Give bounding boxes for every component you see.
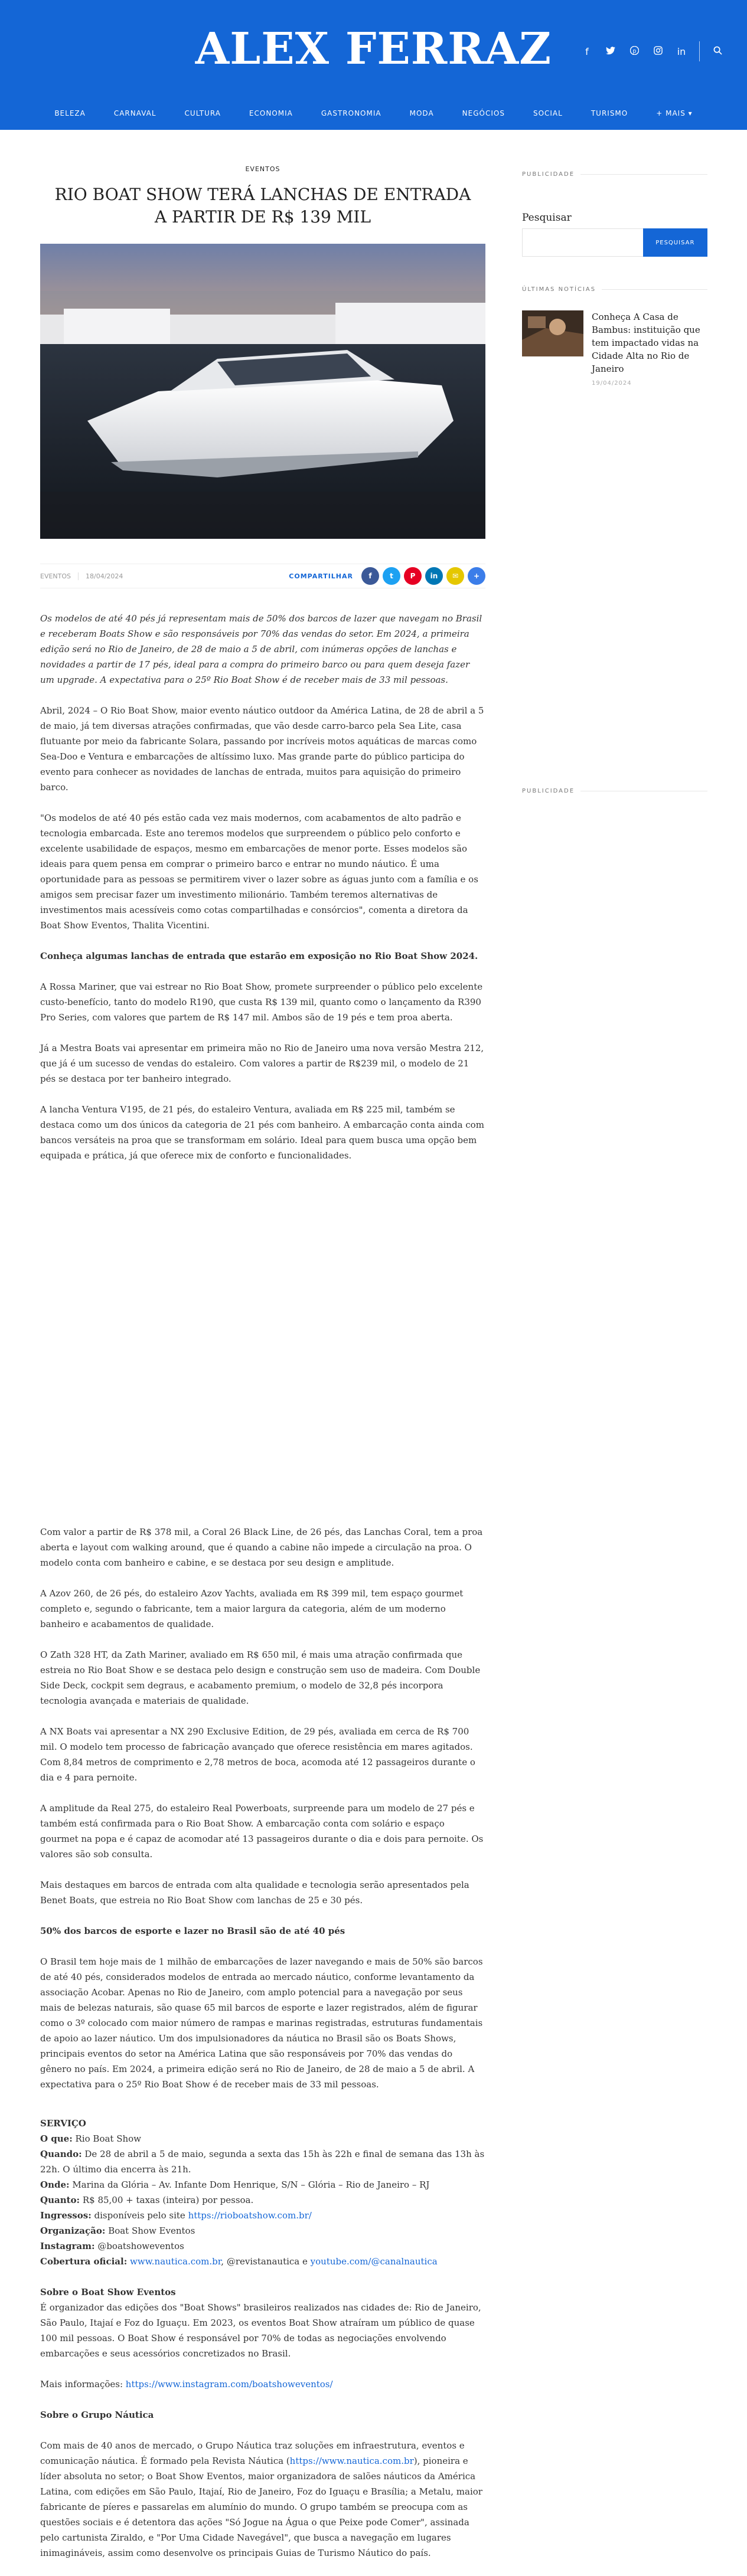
- widget-title-publicidade-2: PUBLICIDADE: [522, 788, 707, 794]
- latest-news-item[interactable]: [522, 310, 707, 387]
- nav-item-beleza[interactable]: BELEZA: [54, 109, 86, 117]
- more-share-icon[interactable]: +: [468, 567, 485, 585]
- article-meta: [40, 564, 485, 588]
- meta-category[interactable]: EVENTOS: [40, 572, 71, 580]
- paragraph: "Os modelos de até 40 pés estão cada vez mais modernos, com acabamentos de alto padrão e tecnologia embarcada. Este ano teremos modelos que surpreendem o público pelo conforto e excelente usabilidade de espaços, mesmo em embarcações de menor porte. Esses modelos são ideais para quem pensa em comprar o primeiro barco e entrar no mundo náutico. É uma oportunidade para as pessoas se permitirem viver o lazer sobre as águas junto com a família e os amigos sem precisar fazer um investimento milionário. Também teremos alternativas de investimentos mais acessíveis como cotas compartilhadas e consórcios", comenta a diretora da Boat Show Eventos, Thalita Vicentini.: [40, 813, 478, 931]
- paragraph: Abril, 2024 – O Rio Boat Show, maior evento náutico outdoor da América Latina, de 28 de abril a 5 de maio, já tem diversas atrações confirmadas, que vão desde carro-barco pela Sea Lite, casa flutuante por meio da fabricante Solara, passando por incríveis motos aquáticas de marcas como Sea-Doo e Ventura e embarcações de altíssimo luxo. Mas grande parte do público participa do evento para conhecer as novidades de lanchas de entrada, muitos para aquisição do primeiro barco.: [40, 705, 484, 793]
- paragraph: A amplitude da Real 275, do estaleiro Real Powerboats, surpreende para um modelo de 27 pés e também está confirmada para o Rio Boat Show. A embarcação conta com solário e espaço gourmet na popa e é capaz de acomodar até 13 passageiros durante o dia e dois para pernoite. Os valores são sob consulta.: [40, 1803, 484, 1860]
- facebook-icon[interactable]: f: [585, 45, 589, 57]
- share-label: COMPARTILHAR: [289, 572, 353, 580]
- facebook-share-icon[interactable]: f: [361, 567, 379, 585]
- youtube-link[interactable]: youtube.com/@canalnautica: [310, 2256, 438, 2267]
- search-button[interactable]: PESQUISAR: [643, 228, 707, 257]
- nav-item-social[interactable]: SOCIAL: [533, 109, 563, 117]
- article-lead: Os modelos de até 40 pés já representam mais de 50% dos barcos de lazer que navegam no Brasil e receberam Boats Show e são responsáveis por 70% das vendas do setor. Em 2024, a primeira edição será no Rio de Janeiro, de 28 de maio a 5 de abril, com inúmeras opções de lanchas e novidades a partir de 17 pés, ideal para a compra do primeiro barco ou para quem deseja fazer um upgrade. A expectativa para o 25º Rio Boat Show é de receber mais de 33 mil pessoas.: [40, 613, 482, 685]
- paragraph: A Rossa Mariner, que vai estrear no Rio Boat Show, promete surpreender o público pelo excelente custo-benefício, tanto do modelo R190, que custa R$ 139 mil, quanto como o lançamento da R390 Pro Series, com valores que partem de R$ 147 mil. Ambos são de 19 pés e tem proa aberta.: [40, 981, 483, 1023]
- nav-item-negocios[interactable]: NEGÓCIOS: [462, 109, 505, 117]
- search-form: [522, 228, 707, 257]
- nav-item-gastronomia[interactable]: GASTRONOMIA: [321, 109, 381, 117]
- twitter-share-icon[interactable]: t: [383, 567, 400, 585]
- nav-item-mais[interactable]: + MAIS ▾: [656, 109, 693, 117]
- nautica-link[interactable]: www.nautica.com.br: [127, 2256, 221, 2267]
- widget-title-publicidade: PUBLICIDADE: [522, 171, 707, 178]
- article-title: RIO BOAT SHOW TERÁ LANCHAS DE ENTRADA A PARTIR DE R$ 139 MIL: [54, 185, 471, 227]
- email-share-icon[interactable]: ✉: [446, 567, 464, 585]
- news-title[interactable]: Conheça A Casa de Bambus: instituição que tem impactado vidas na Cidade Alta no Rio de Janeiro: [592, 312, 700, 374]
- linkedin-share-icon[interactable]: in: [425, 567, 443, 585]
- news-thumbnail[interactable]: [522, 310, 583, 356]
- meta-date: 18/04/2024: [78, 572, 123, 580]
- twitter-icon[interactable]: [605, 46, 616, 57]
- social-links: [581, 41, 723, 61]
- paragraph: Mais destaques em barcos de entrada com alta qualidade e tecnologia serão apresentados pela Benet Boats, que estreia no Rio Boat Show com lanchas de 25 e 30 pés.: [40, 1880, 469, 1906]
- linkedin-icon[interactable]: in: [677, 45, 686, 57]
- news-date: 19/04/2024: [592, 380, 632, 387]
- instagram-icon[interactable]: [652, 46, 664, 57]
- paragraph: O Zath 328 HT, da Zath Mariner, avaliado em R$ 650 mil, é mais uma atração confirmada que estreia no Rio Boat Show e se destaca pelo design e construção sem uso de madeira. Com Double Side Deck, cockpit sem degraus, e acabamento premium, o modelo de 32,8 pés incorpora tecnologia avançada e materiais de qualidade.: [40, 1649, 481, 1706]
- service-block: SERVIÇO O que: Rio Boat Show Quando: De 28 de abril a 5 de maio, segunda a sexta das 15h às 22h e final de semana das 13h às 22h. O último dia encerra às 21h. Onde: Marina da Glória – Av. Infante Dom Henrique, S/N – Glória – Rio de Janeiro – RJ Quanto: R$ 85,00 + taxas (inteira) por pessoa. Ingressos: disponíveis pelo site https://rioboatshow.com.br/ Organização: Boat Show Eventos Instagram: @boatshoweventos Cobertura oficial: www.nautica.com.br, @revistanautica e youtube.com/@canalnautica: [40, 2118, 485, 2267]
- paragraph: O Brasil tem hoje mais de 1 milhão de embarcações de lazer navegando e mais de 50% são barcos de até 40 pés, considerados modelos de entrada ao mercado náutico, conforme levantamento da associação Acobar. Apenas no Rio de Janeiro, com amplo potencial para a navegação por seus mais de belezas naturais, são quase 65 mil barcos de esporte e lazer registrados, além de figurar como o 3º colocado com maior número de rampas e marinas registradas, estruturas fundamentais de apoio ao lazer náutico. Um dos impulsionadores da náutica no Brasil são os Boats Shows, principais eventos do setor na América Latina que são responsáveis por 70% das vendas do gênero no país. Em 2024, a primeira edição será no Rio de Janeiro, de 28 de maio a 5 de abril. A expectativa para o 25º Rio Boat Show é de receber mais de 33 mil pessoas.: [40, 1956, 483, 2090]
- service-heading: SERVIÇO: [40, 2118, 86, 2129]
- widget-title-latest: ÚLTIMAS NOTÍCIAS: [522, 286, 707, 293]
- more-info: Mais informações: https://www.instagram.com/boatshoweventos/: [40, 2379, 333, 2390]
- nav-item-cultura[interactable]: CULTURA: [184, 109, 221, 117]
- site-header: [0, 0, 747, 130]
- share-bar: [289, 567, 485, 585]
- boat-photo: [40, 244, 485, 539]
- paragraph: A NX Boats vai apresentar a NX 290 Exclusive Edition, de 29 pés, avaliada em cerca de R$ 700 mil. O modelo tem processo de fabricação avançado que oferece resistência em mares agitados. Com 8,84 metros de comprimento e 2,78 metros de boca, acomoda até 12 passageiros durante o dia e 4 para pernoite.: [40, 1726, 475, 1783]
- nav-item-turismo[interactable]: TURISMO: [591, 109, 628, 117]
- article-body: [40, 611, 485, 2561]
- main-content: [40, 165, 485, 2576]
- main-nav: [0, 109, 747, 117]
- search-icon[interactable]: [712, 46, 723, 57]
- svg-text:p: p: [632, 47, 636, 54]
- article-photo: [40, 244, 485, 539]
- pinterest-icon[interactable]: [628, 46, 640, 57]
- about-grupo-nautica-heading: Sobre o Grupo Náutica: [40, 2410, 154, 2420]
- nautica-site-link[interactable]: https://www.nautica.com.br: [289, 2456, 414, 2466]
- paragraph: A Azov 260, de 26 pés, do estaleiro Azov Yachts, avaliada em R$ 399 mil, tem espaço gourmet completo e, segundo o fabricante, tem a maior largura da categoria, além de um moderno banheiro e acabamentos de qualidade.: [40, 1588, 464, 1629]
- paragraph: Com valor a partir de R$ 378 mil, a Coral 26 Black Line, de 26 pés, das Lanchas Coral, tem a proa aberta e layout com walking around, que é quando a cabine não impede a circulação na proa. O modelo conta com banheiro e cabine, e se destaca por seu design e amplitude.: [40, 1527, 483, 1568]
- pinterest-share-icon[interactable]: P: [404, 567, 422, 585]
- paragraph: Já a Mestra Boats vai apresentar em primeira mão no Rio de Janeiro uma nova versão Mestra 212, que já é um sucesso de vendas do estaleiro. Com valores a partir de R$239 mil, o modelo de 21 pés se destaca por ter banheiro integrado.: [40, 1043, 484, 1084]
- ad-placeholder: [40, 1179, 485, 1524]
- about-boatshow: Sobre o Boat Show Eventos É organizador das edições dos "Boat Shows" brasileiros realizados nas cidades de: Rio de Janeiro, São Paulo, Itajaí e Foz do Iguaçu. Em 2023, os eventos Boat Show atraíram um público de quase 100 mil pessoas. O Boat Show é responsável por 70% de todas as negociações envolvendo embarcações e seus acessórios concretizados no Brasil.: [40, 2287, 481, 2359]
- article-category[interactable]: EVENTOS: [245, 165, 280, 173]
- tickets-link[interactable]: https://rioboatshow.com.br/: [188, 2210, 312, 2221]
- nav-item-moda[interactable]: MODA: [409, 109, 434, 117]
- nav-item-carnaval[interactable]: CARNAVAL: [113, 109, 156, 117]
- instagram-link[interactable]: https://www.instagram.com/boatshoweventos/: [125, 2379, 333, 2390]
- search-input[interactable]: [522, 228, 643, 257]
- search-label: Pesquisar: [522, 212, 572, 224]
- paragraph: A lancha Ventura V195, de 21 pés, do estaleiro Ventura, avaliada em R$ 225 mil, também se destaca como um dos únicos da categoria de 21 pés com banheiro. A embarcação conta ainda com bancos versáteis na proa que se transformam em solário. Ideal para quem busca uma opção bem equipada e prática, já que oferece mix de conforto e funcionalidades.: [40, 1104, 484, 1161]
- divider: [699, 41, 700, 61]
- section-heading: 50% dos barcos de esporte e lazer no Brasil são de até 40 pés: [40, 1926, 345, 1936]
- nav-item-economia[interactable]: ECONOMIA: [249, 109, 293, 117]
- sidebar: [522, 171, 707, 794]
- site-logo[interactable]: ALEX FERRAZ: [195, 24, 552, 74]
- about-grupo-nautica: Com mais de 40 anos de mercado, o Grupo Náutica traz soluções em infraestrutura, eventos e comunicação náutica. É formado pela Revista Náutica (https://www.nautica.com.br), pioneira e líder absoluta no setor; o Boat Show Eventos, maior organizadora de salões náuticos da América Latina, com edições em São Paulo, Itajaí, Rio de Janeiro, Foz do Iguaçu e Brasília; a Metalu, maior fabricante de píeres e passarelas em alumínio do mundo. O grupo também se preocupa com as questões sociais e é detentora das ações "Só Jogue na Água o que Peixe pode Comer", assinada pelo cartunista Ziraldo, e "Por Uma Cidade Navegável", que busca a navegação em lugares inimagináveis, assim como desenvolve os principais Guias de Turismo Náutico do país.: [40, 2440, 482, 2558]
- section-heading: Conheça algumas lanchas de entrada que estarão em exposição no Rio Boat Show 2024.: [40, 951, 478, 961]
